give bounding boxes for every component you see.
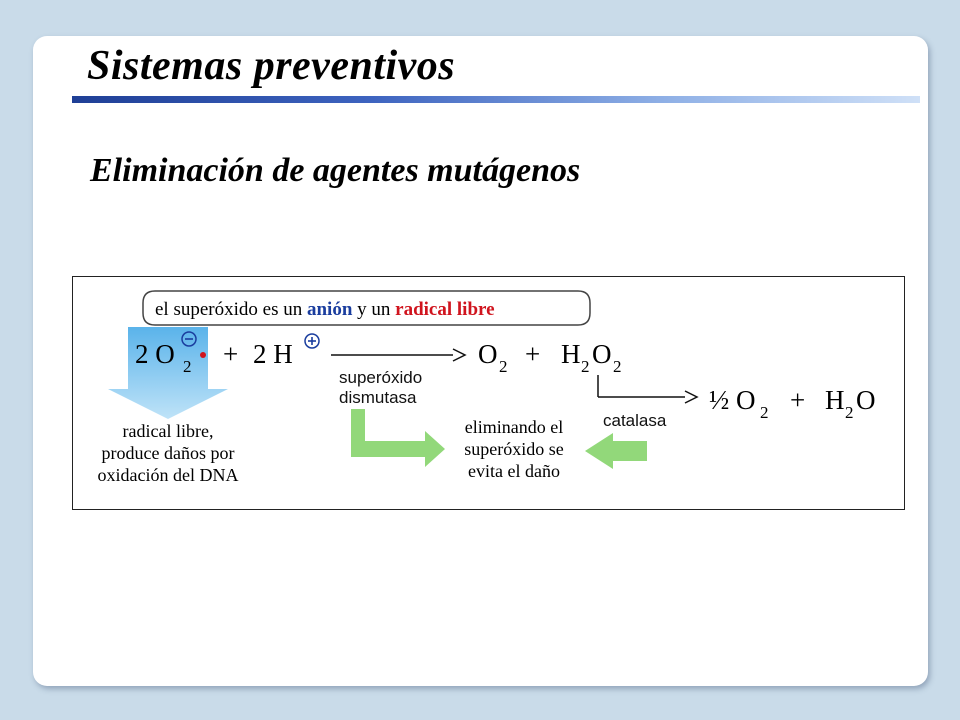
plus-sign-2: + [525, 339, 541, 369]
title-underline [72, 96, 920, 103]
product-water-h: H [825, 385, 845, 415]
reactant-proton: 2 H [253, 339, 293, 369]
reaction-figure [72, 276, 905, 510]
green-arrow-catalasa [585, 433, 647, 469]
prevent-note-line1: eliminando el [464, 417, 564, 437]
green-arrow-dismutasa [351, 409, 445, 467]
enzyme-sod-line2: dismutasa [339, 388, 417, 407]
product-peroxide-h: H [561, 339, 581, 369]
product-water-o: O [856, 385, 876, 415]
product-peroxide-sub1: 2 [581, 357, 590, 376]
callout-anion: anión [306, 299, 353, 320]
product-oxygen: O [478, 339, 498, 369]
radical-dot-icon [200, 352, 206, 358]
product-half-oxygen-sub: 2 [760, 403, 769, 422]
prevent-note-line2: superóxido se [464, 439, 564, 459]
product-oxygen-subscript: 2 [499, 357, 508, 376]
callout-radical: radical libre [395, 299, 495, 320]
reaction-diagram [73, 277, 904, 509]
enzyme-catalase: catalasa [603, 411, 667, 430]
slide-title: Sistemas preventivos [87, 43, 456, 89]
product-peroxide-sub2: 2 [613, 357, 622, 376]
enzyme-sod-line1: superóxido [339, 368, 423, 387]
slide-subtitle: Eliminación de agentes mutágenos [90, 152, 581, 189]
reaction-arrow-2-head [685, 391, 697, 403]
reactant-o2-subscript: 2 [183, 357, 192, 376]
prevent-note-line3: evita el daño [468, 461, 560, 481]
damage-note-line2: produce daños por [101, 443, 235, 463]
product-peroxide-o: O [592, 339, 612, 369]
callout-text: el superóxido es un anión y un radical libre [155, 299, 495, 320]
product-half-oxygen: ½ O [709, 385, 756, 415]
plus-sign-1: + [223, 339, 239, 369]
plus-sign-3: + [790, 385, 806, 415]
damage-note-line1: radical libre, [122, 421, 214, 441]
reactant-superoxide: 2 O [135, 339, 175, 369]
reaction-arrow-1-head [453, 349, 465, 361]
product-water-sub: 2 [845, 403, 854, 422]
damage-note-line3: oxidación del DNA [97, 465, 239, 485]
